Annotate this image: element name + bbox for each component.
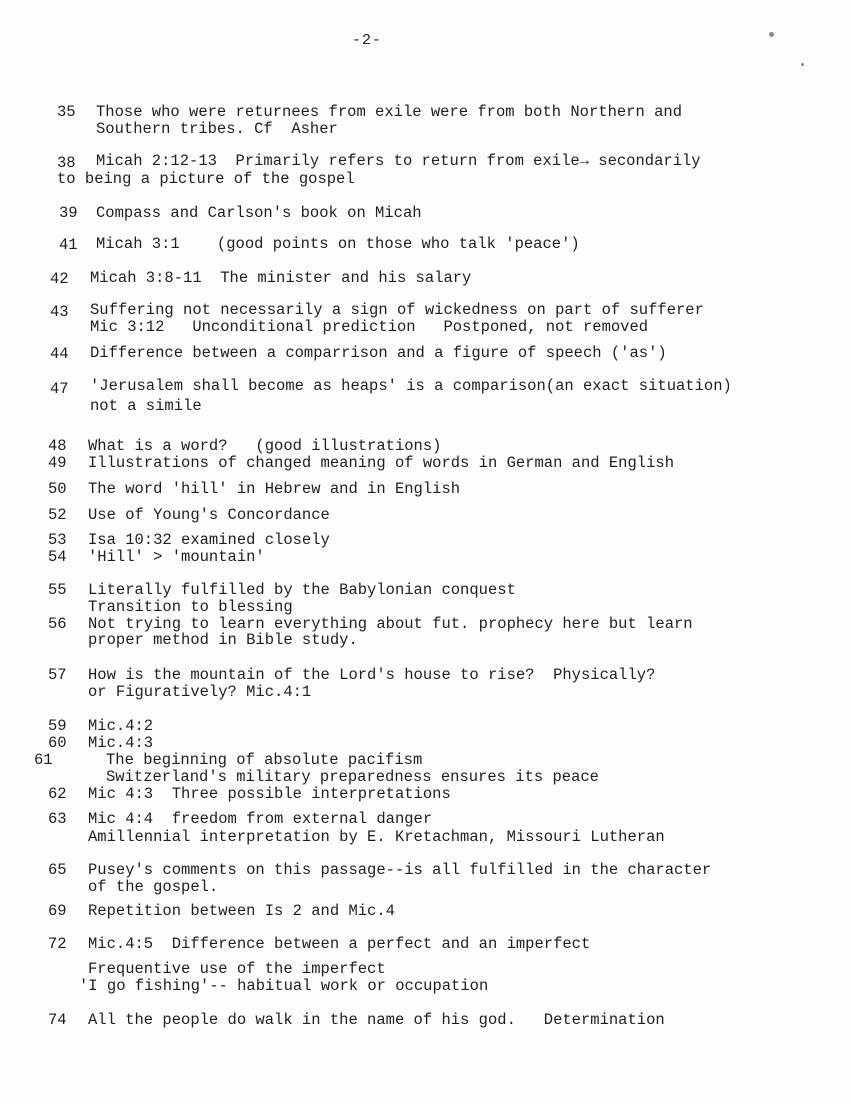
entry-line: Southern tribes. Cf Asher xyxy=(96,120,338,138)
entry-line: 'Jerusalem shall become as heaps' is a comparison(an exact situation) xyxy=(90,377,732,395)
entry-line: The word 'hill' in Hebrew and in English xyxy=(88,480,461,498)
entry-line: All the people do walk in the name of his god. Determination xyxy=(88,1011,665,1029)
entry-line: Difference between a comparrison and a figure of speech ('as') xyxy=(90,344,667,362)
entry-line: Isa 10:32 examined closely xyxy=(88,531,330,549)
entry-number: 54 xyxy=(48,548,67,566)
entry-number: 50 xyxy=(48,480,67,498)
entry-number: 55 xyxy=(48,581,67,599)
entry-number: 60 xyxy=(48,734,67,752)
entry-number: 65 xyxy=(48,861,67,879)
entry-line: or Figuratively? Mic.4:1 xyxy=(88,683,312,701)
entry-line: Repetition between Is 2 and Mic.4 xyxy=(88,902,395,920)
entry-line: proper method in Bible study. xyxy=(88,631,358,649)
entry-line: 'I go fishing'-- habitual work or occupation xyxy=(79,977,489,995)
entry-line: 'Hill' > 'mountain' xyxy=(88,548,265,566)
ink-speck xyxy=(801,63,804,66)
entry-line: Micah 3:1 (good points on those who talk 'peace') xyxy=(96,235,580,253)
entry-number: 56 xyxy=(48,615,67,633)
entry-line: Amillennial interpretation by E. Kretachman, Missouri Lutheran xyxy=(88,828,665,846)
entry-line: Mic 4:3 Three possible interpretations xyxy=(88,785,451,803)
entry-line: Mic 3:12 Unconditional prediction Postponed, not removed xyxy=(90,318,649,336)
entry-line: Literally fulfilled by the Babylonian conquest xyxy=(88,581,516,599)
entry-number: 53 xyxy=(48,531,67,549)
entry-line: Illustrations of changed meaning of words in German and English xyxy=(88,454,674,472)
entry-number: 52 xyxy=(48,506,67,524)
entry-number: 57 xyxy=(48,666,67,684)
entry-line: Mic.4:3 xyxy=(88,734,154,752)
entry-line: Use of Young's Concordance xyxy=(88,506,330,524)
entry-number: 35 xyxy=(57,103,76,121)
entry-line: Suffering not necessarily a sign of wickedness on part of sufferer xyxy=(90,301,704,319)
entry-line: not a simile xyxy=(90,397,202,415)
entry-line: Compass and Carlson's book on Micah xyxy=(96,204,422,222)
ink-speck xyxy=(769,32,774,37)
entry-line: Micah 2:12-13 Primarily refers to return from exile→ secondarily xyxy=(96,152,701,170)
entry-line: Not trying to learn everything about fut. prophecy here but learn xyxy=(88,615,693,633)
entry-line: Transition to blessing xyxy=(88,598,293,616)
entry-line: of the gospel. xyxy=(88,878,219,896)
entry-line: The beginning of absolute pacifism xyxy=(106,751,423,769)
entry-line: Micah 3:8-11 The minister and his salary xyxy=(90,269,472,287)
entry-line: What is a word? (good illustrations) xyxy=(88,437,442,455)
entry-number: 42 xyxy=(50,270,69,288)
entry-line: Mic.4:2 xyxy=(88,717,154,735)
entry-line: Frequentive use of the imperfect xyxy=(88,960,386,978)
entry-number: 44 xyxy=(50,345,69,363)
entry-number: 61 xyxy=(34,751,53,769)
entry-number: 39 xyxy=(59,204,78,222)
entry-number: 74 xyxy=(48,1011,67,1029)
entry-number: 43 xyxy=(50,303,69,321)
entry-number: 63 xyxy=(48,810,67,828)
entry-line: to being a picture of the gospel xyxy=(57,170,355,188)
entry-number: 62 xyxy=(48,785,67,803)
entry-line: Pusey's comments on this passage--is all fulfilled in the character xyxy=(88,861,712,879)
entry-number: 69 xyxy=(48,902,67,920)
entry-line: Mic.4:5 Difference between a perfect and an imperfect xyxy=(88,935,591,953)
page-number: -2- xyxy=(352,32,383,49)
entry-line: Mic 4:4 freedom from external danger xyxy=(88,810,433,828)
entry-number: 72 xyxy=(48,935,67,953)
entry-number: 47 xyxy=(50,380,69,398)
entry-number: 38 xyxy=(57,154,76,172)
entry-number: 59 xyxy=(48,717,67,735)
entry-line: How is the mountain of the Lord's house to rise? Physically? xyxy=(88,666,656,684)
entry-number: 48 xyxy=(48,437,67,455)
entry-line: Those who were returnees from exile were from both Northern and xyxy=(96,103,682,121)
entry-number: 49 xyxy=(48,454,67,472)
entry-line: Switzerland's military preparedness ensures its peace xyxy=(106,768,599,786)
entry-number: 41 xyxy=(59,236,78,254)
